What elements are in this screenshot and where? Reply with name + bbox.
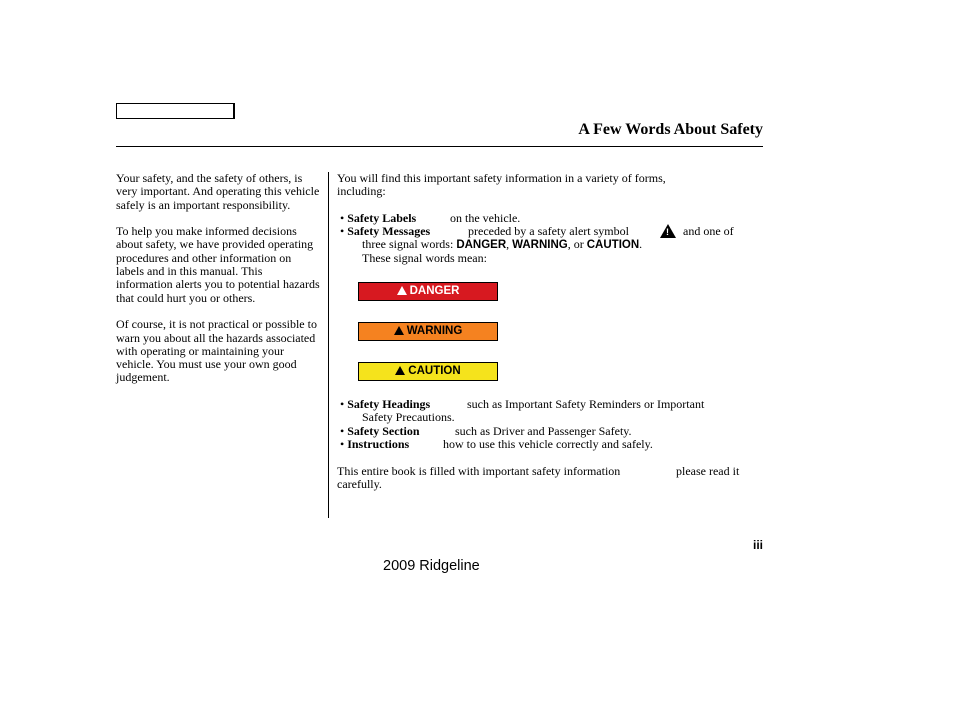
- safety-messages-text-after: and one of: [683, 224, 734, 238]
- page-number: iii: [752, 538, 763, 552]
- term-instructions: Instructions: [347, 437, 410, 451]
- signal-words-mean: These signal words mean:: [362, 251, 487, 265]
- intro-line-1: You will find this important safety information in a variety of forms,: [337, 171, 666, 185]
- header-rule: [116, 146, 763, 147]
- warning-label-box: [358, 322, 498, 341]
- caution-label-box: [358, 362, 498, 381]
- term-safety-headings: Safety Headings: [347, 397, 431, 411]
- header-tab-box: [116, 103, 235, 119]
- bullet-instructions: [340, 438, 409, 451]
- signal-words-prefix: three signal words:: [362, 237, 454, 251]
- safety-headings-line2: Safety Precautions.: [362, 410, 455, 424]
- signal-word-warning: WARNING: [512, 239, 568, 251]
- term-safety-messages: Safety Messages: [347, 224, 431, 238]
- signal-word-caution: CAUTION: [586, 239, 640, 251]
- bullet-mark: •: [340, 397, 345, 411]
- left-column: [116, 172, 320, 398]
- safety-messages-text: preceded by a safety alert symbol: [468, 224, 629, 238]
- bullet-mark: •: [340, 224, 345, 238]
- paragraph-judgement: Of course, it is not practical or possible to warn you about all the hazards associated with operating or maintaining your vehicle. You must use your own good judgement.: [116, 317, 317, 385]
- separator: , or: [567, 237, 584, 251]
- term-safety-labels: Safety Labels: [347, 211, 417, 225]
- danger-label-text: DANGER: [409, 285, 460, 297]
- footer-model: 2009 Ridgeline: [383, 558, 480, 574]
- alert-triangle-icon: [397, 286, 407, 295]
- closing-line-1a: This entire book is filled with important safety information: [337, 464, 621, 478]
- period: .: [639, 237, 643, 251]
- bullet-mark: •: [340, 424, 345, 438]
- right-column: [337, 172, 757, 199]
- instructions-text: how to use this vehicle correctly and safely.: [443, 437, 653, 451]
- page-title: A Few Words About Safety: [578, 121, 763, 138]
- closing-line-2: carefully.: [337, 477, 382, 491]
- separator: ,: [506, 237, 510, 251]
- safety-section-text: such as Driver and Passenger Safety.: [455, 424, 632, 438]
- caution-label-text: CAUTION: [408, 365, 461, 377]
- term-safety-section: Safety Section: [347, 424, 420, 438]
- column-divider: [328, 172, 329, 518]
- safety-labels-text: on the vehicle.: [450, 211, 521, 225]
- bullet-mark: •: [340, 211, 345, 225]
- warning-label-text: WARNING: [406, 325, 463, 337]
- closing-line-1b: please read it: [676, 464, 740, 478]
- bullet-mark: •: [340, 437, 345, 451]
- alert-triangle-icon: [395, 366, 405, 375]
- signal-word-danger: DANGER: [456, 239, 507, 251]
- intro-line-2: including:: [337, 184, 386, 199]
- danger-label-box: [358, 282, 498, 301]
- safety-alert-icon: [660, 224, 676, 238]
- alert-triangle-icon: [394, 326, 404, 335]
- safety-headings-text: such as Important Safety Reminders or Important: [467, 397, 705, 411]
- paragraph-safety-importance: Your safety, and the safety of others, is very important. And operating this vehicle safely is an important responsibility.: [116, 171, 320, 212]
- paragraph-informed-decisions: To help you make informed decisions about safety, we have provided operating procedures and other information on labels and in this manual. This information alerts you to potential hazards that could hurt you or others.: [116, 224, 320, 305]
